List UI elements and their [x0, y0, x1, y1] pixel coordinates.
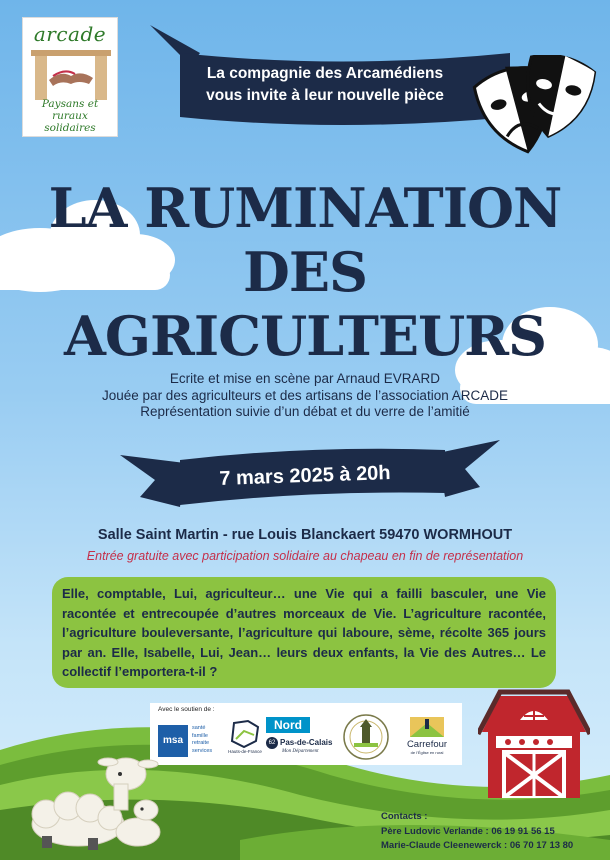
- credits: [40, 371, 570, 421]
- credits-line-2: Jouée par des agriculteurs et des artisans de l’association ARCADE: [102, 387, 508, 403]
- carrefour-name: Carrefour: [406, 739, 448, 750]
- invitation-line-1: La compagnie des Arcamédiens: [206, 65, 444, 82]
- msa-tagline: [192, 725, 212, 755]
- carrefour-sub: de l'Église en rural: [410, 750, 444, 755]
- msa-text-1: santé: [192, 725, 206, 731]
- carrefour-emblem-icon: [396, 715, 458, 739]
- arcade-logo: [22, 17, 118, 137]
- title-line-1: LA RUMINATION: [48, 176, 562, 240]
- credits-line-3: Représentation suivie d’un débat et du verre de l’amitié: [140, 404, 470, 419]
- msa-text-2: famille: [192, 732, 208, 739]
- entry-info: Entrée gratuite avec participation solidaire au chapeau en fin de représentation: [86, 549, 524, 563]
- invitation-text: [175, 63, 475, 107]
- logo-subtitle: Paysans et ruraux solidaires: [41, 98, 99, 134]
- nord-pdc-logo: [266, 717, 332, 763]
- contacts-heading: Contacts :: [381, 811, 428, 822]
- venue-address: Salle Saint Martin - rue Louis Blanckaert 59470 WORMHOUT: [97, 527, 513, 543]
- contacts: [381, 810, 606, 854]
- parish-seal-icon: [342, 713, 390, 761]
- play-title: [30, 176, 580, 368]
- sponsors-label: Avec le soutien de :: [158, 706, 215, 713]
- sponsors-panel: [150, 703, 462, 765]
- event-date: 7 mars 2025 à 20h: [219, 462, 391, 490]
- nord-name: Nord: [266, 717, 310, 733]
- pdc-tag: Mon Département: [282, 749, 319, 754]
- title-line-2: DES: [243, 240, 367, 304]
- red-barn-illustration: [478, 688, 590, 798]
- carrefour-eglise-logo: [396, 715, 458, 763]
- theatre-masks-icon: [468, 55, 598, 165]
- region-map-icon: [226, 719, 264, 749]
- pdc-number: 62: [266, 737, 278, 749]
- region-name: Hauts-de-France: [228, 749, 262, 754]
- msa-acronym: msa: [158, 725, 188, 757]
- arch-hands-icon: [31, 48, 111, 100]
- contact-ludovic: Père Ludovic Verlande : 06 19 91 56 15: [381, 825, 555, 837]
- synopsis-box: Elle, comptable, Lui, agriculteur… une Vie qui a failli basculer, une Vie racontée et entrecoupée d’autres morceaux de Vie. L’agriculture racontée, l’agriculture bouleversante, l’agriculture qui laboure, sème, récolte 365 jours par an. Elle, Isabelle, Lui, Jean… leurs deux enfants, la Vie des Autres… Le collectif l’emportera-t-il ?: [52, 577, 556, 688]
- region-logo: [226, 719, 264, 763]
- sheep-illustration: [28, 752, 168, 854]
- invitation-line-2: vous invite à leur nouvelle pièce: [206, 87, 444, 104]
- title-line-3: AGRICULTEURS: [63, 304, 547, 368]
- pdc-name: Pas-de-Calais: [280, 738, 333, 747]
- logo-title: arcade: [33, 22, 107, 46]
- credits-line-1: Ecrite et mise en scène par Arnaud EVRARD: [169, 371, 441, 386]
- msa-text-4: services: [192, 747, 213, 754]
- msa-text-3: retraite: [192, 740, 210, 746]
- contact-marie-claude: Marie-Claude Cleenewerck : 06 70 17 13 80: [381, 840, 574, 851]
